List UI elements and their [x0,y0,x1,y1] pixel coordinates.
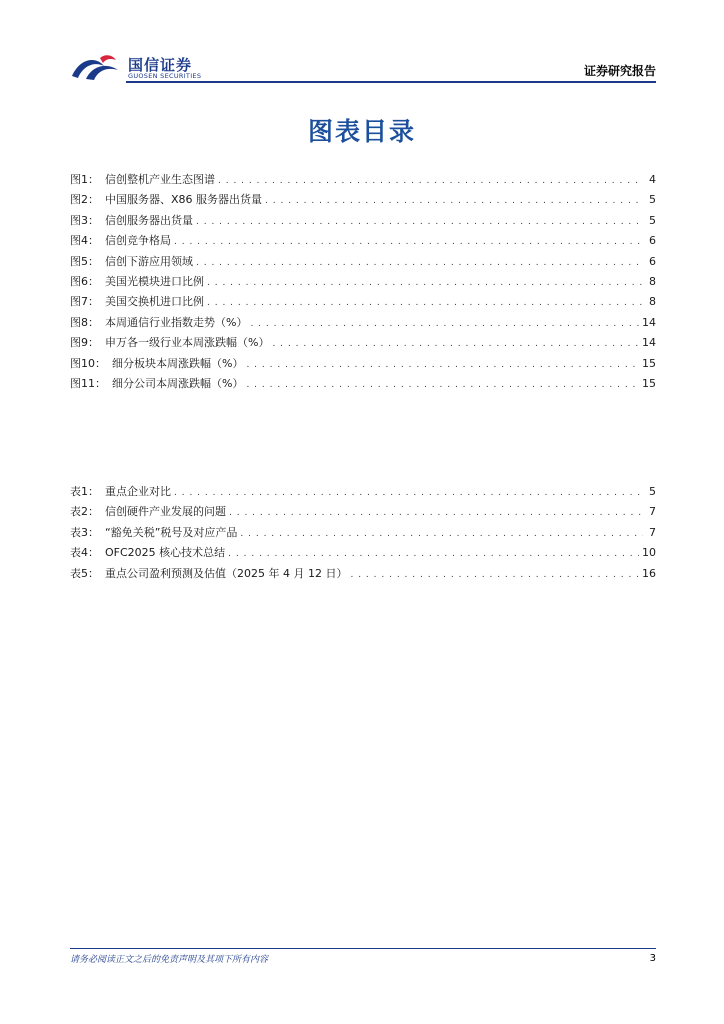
toc-entry[interactable] [70,544,656,564]
toc-entry-title: 重点公司盈利预测及估值（2025 年 4 月 12 日） [105,566,348,580]
logo-english-name: GUOSEN SECURITIES [128,72,202,80]
toc-dot-leader [207,278,643,288]
footer-disclaimer: 请务必阅读正文之后的免责声明及其项下所有内容 [70,955,269,965]
toc-entry-title: 信创整机产业生态图谱 [105,173,215,186]
toc-entry[interactable] [70,314,656,334]
page-header [70,50,656,84]
toc-entry-label: 图4： [70,234,99,248]
toc-entry-page: 8 [649,295,656,309]
toc-dot-leader [196,217,643,227]
toc-entry-page: 10 [642,546,656,560]
tables-list [70,483,656,585]
toc-entry[interactable] [70,483,656,503]
toc-entry-page: 5 [649,193,656,207]
toc-entry-label: 图7： [70,295,99,309]
toc-dot-leader [350,570,639,580]
toc-entry-page: 7 [649,525,656,539]
toc-entry-title: 美国交换机进口比例 [105,295,204,309]
figures-list [70,171,656,395]
toc-entry-page: 5 [649,213,656,227]
toc-entry-page: 15 [642,376,656,390]
toc-dot-leader [246,360,639,370]
toc-entry-title: 重点企业对比 [105,485,171,498]
toc-entry-page: 15 [642,356,656,370]
toc-entry-title: OFC2025 核心技术总结 [105,546,226,560]
toc-dot-leader [196,258,643,268]
toc-dot-leader [240,529,643,539]
logo-chinese-name: 国信证券 [128,56,193,74]
toc-dot-leader [218,176,643,186]
toc-entry-title: 信创硬件产业发展的问题 [105,505,226,519]
toc-dot-leader [207,298,643,308]
toc-entry-page: 7 [649,505,656,519]
toc-dot-leader [246,380,639,390]
toc-dot-leader [174,488,643,498]
toc-dot-leader [265,196,643,206]
report-type-label: 证券研究报告 [583,64,656,78]
toc-entry-page: 16 [642,566,656,580]
toc-entry[interactable] [70,334,656,354]
page-number: 3 [649,953,656,964]
toc-entry-title: 本周通信行业指数走势（%） [105,315,248,329]
toc-entry-title: 细分板块本周涨跌幅（%） [112,356,244,370]
toc-entry-title: 申万各一级行业本周涨跌幅（%） [105,336,270,350]
toc-entry-label: 表3： [70,525,99,539]
toc-entry[interactable] [70,565,656,585]
toc-entry[interactable] [70,253,656,273]
toc-entry-page: 4 [649,173,656,186]
toc-entry[interactable] [70,375,656,395]
toc-entry-page: 5 [649,485,656,498]
toc-entry-label: 表2： [70,505,99,519]
toc-entry-title: 美国光模块进口比例 [105,274,204,288]
toc-entry[interactable] [70,191,656,211]
toc-entry-page: 6 [649,234,656,248]
toc-entry-title: 信创下游应用领域 [105,254,193,268]
toc-entry[interactable] [70,524,656,544]
header-divider [126,81,656,83]
toc-entry-label: 表4： [70,546,99,560]
toc-entry-page: 14 [642,336,656,350]
toc-entry-title: “豁免关税”税号及对应产品 [105,525,238,539]
toc-entry[interactable] [70,355,656,375]
toc-entry-label: 表5： [70,566,99,580]
toc-entry-label: 图9： [70,336,99,350]
toc-dot-leader [250,319,639,329]
toc-entry-page: 8 [649,274,656,288]
toc-dot-leader [272,339,639,349]
toc-dot-leader [174,237,643,247]
toc-entry[interactable] [70,273,656,293]
toc-entry-label: 图1： [70,173,99,186]
toc-entry-page: 14 [642,315,656,329]
toc-entry[interactable] [70,212,656,232]
toc-dot-leader [228,549,639,559]
toc-entry-title: 细分公司本周涨跌幅（%） [112,376,244,390]
toc-entry-title: 信创竞争格局 [105,234,171,248]
toc-entry-label: 图2： [70,193,99,207]
footer-divider [70,948,656,949]
toc-entry-label: 图11： [70,376,106,390]
toc-entry-page: 6 [649,254,656,268]
page-title: 图表目录 [307,117,416,146]
toc-entry-label: 表1： [70,485,99,498]
toc-entry-label: 图3： [70,213,99,227]
toc-entry-title: 中国服务器、X86 服务器出货量 [105,193,263,207]
company-logo [70,50,230,84]
toc-entry-label: 图10： [70,356,106,370]
toc-entry[interactable] [70,171,656,191]
toc-entry-title: 信创服务器出货量 [105,213,193,227]
toc-entry[interactable] [70,232,656,252]
toc-entry-label: 图5： [70,254,99,268]
toc-dot-leader [229,508,643,518]
logo-mark-icon [70,52,122,82]
toc-entry-label: 图6： [70,274,99,288]
toc-entry[interactable] [70,503,656,523]
toc-entry-label: 图8： [70,315,99,329]
toc-entry[interactable] [70,293,656,313]
